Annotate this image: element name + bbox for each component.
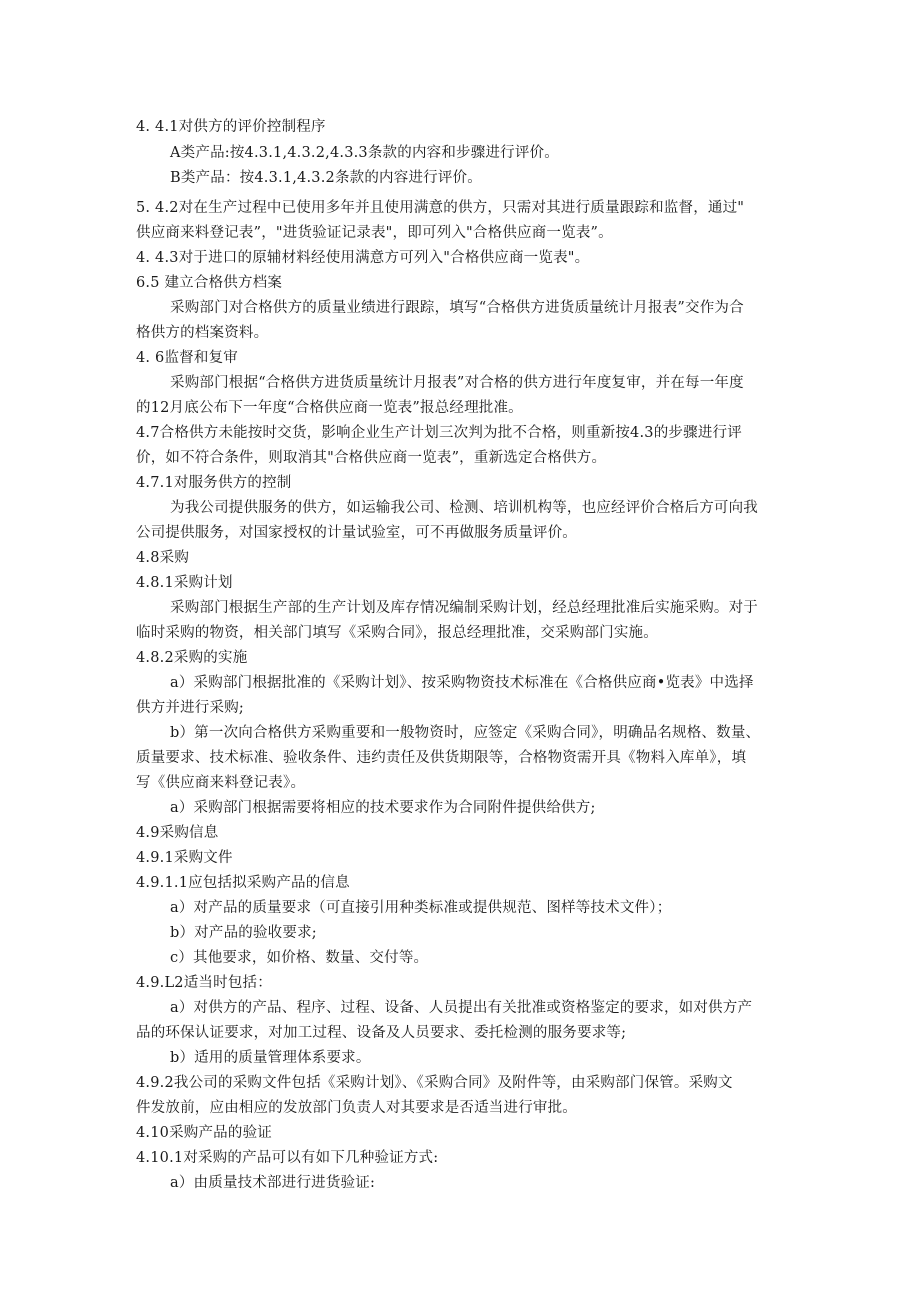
paragraph-line: 4.10.1对采购的产品可以有如下几种验证方式:	[136, 1150, 439, 1166]
paragraph-line: 4.9.2我公司的采购文件包括《采购计划》、《采购合同》及附件等，由采购部门保管。采购文	[136, 1075, 733, 1091]
paragraph-line: 的12月底公布下一年度“合格供应商一览表”报总经理批准。	[136, 400, 523, 416]
paragraph-line: a）对产品的质量要求（可直接引用种类标准或提供规范、图样等技术文件）；	[170, 900, 672, 916]
paragraph-line: 采购部门根据“合格供方进货质量统计月报表”对合格的供方进行年度复审，并在每一年度	[170, 375, 744, 391]
section-heading: 4. 6监督和复审	[136, 350, 238, 366]
paragraph-line: 公司提供服务，对国家授权的计量试验室，可不再做服务质量评价。	[136, 525, 577, 541]
paragraph-line: b）对产品的验收要求;	[170, 925, 317, 941]
section-heading: 4.8.1采购计划	[136, 575, 233, 591]
paragraph-line: 临时采购的物资，相关部门填写《采购合同》，报总经理批准，交采购部门实施。	[136, 625, 658, 641]
paragraph-line: a）对供方的产品、程序、过程、设备、人员提出有关批准或资格鉴定的要求，如对供方产	[170, 1000, 753, 1016]
paragraph-line: c）其他要求，如价格、数量、交付等。	[170, 950, 429, 966]
paragraph-line: 5. 4.2对在生产过程中已使用多年并且使用满意的供方，只需对其进行质量跟踪和监督，通过"	[136, 200, 745, 216]
section-heading: 6.5 建立合格供方档案	[136, 275, 283, 291]
section-heading: 4.9.L2适当时包括：	[136, 975, 272, 991]
paragraph-line: a）采购部门根据批准的《采购计划》、按采购物资技术标准在《合格供应商•览表》中选择	[170, 675, 754, 691]
paragraph-line: 为我公司提供服务的供方，如运输我公司、检测、培训机构等，也应经评价合格后方可向我	[170, 500, 758, 516]
paragraph-line: 供方并进行采购;	[136, 700, 244, 716]
paragraph-line: a）采购部门根据需要将相应的技术要求作为合同附件提供给供方;	[170, 800, 596, 816]
section-heading: 4.7.1对服务供方的控制	[136, 475, 292, 491]
paragraph-line: b）第一次向合格供方采购重要和一般物资时，应签定《采购合同》，明确品名规格、数量、	[170, 725, 761, 741]
section-heading: 4.9.1采购文件	[136, 850, 233, 866]
paragraph-line: 4.7合格供方未能按时交货，影响企业生产计划三次判为批不合格，则重新按4.3的步骤进行评	[136, 425, 742, 441]
paragraph-line: a）由质量技术部进行进货验证:	[170, 1175, 376, 1191]
paragraph-line: 供应商来料登记表”，"进货验证记录表"，即可列入"合格供应商一览表”。	[136, 225, 613, 241]
paragraph-line: 采购部门对合格供方的质量业绩进行跟踪，填写“合格供方进货质量统计月报表”交作为合	[170, 300, 744, 316]
paragraph-line: b）适用的质量管理体系要求。	[170, 1050, 371, 1066]
paragraph-line: 写《供应商来料登记表》。	[136, 775, 306, 791]
section-heading: 4.8.2采购的实施	[136, 650, 248, 666]
paragraph-line: 品的环保认证要求，对加工过程、设备及人员要求、委托检测的服务要求等;	[136, 1025, 627, 1041]
paragraph-line: 价，如不符合条件，则取消其"合格供应商一览表”，重新选定合格供方。	[136, 450, 607, 466]
section-heading: 4.8采购	[136, 550, 190, 566]
paragraph-line: 件发放前，应由相应的发放部门负责人对其要求是否适当进行审批。	[136, 1100, 577, 1116]
paragraph-line: 采购部门根据生产部的生产计划及库存情况编制采购计划，经总经理批准后实施采购。对于	[170, 600, 758, 616]
section-heading: 4.10采购产品的验证	[136, 1125, 272, 1141]
section-heading: 4.9.1.1应包括拟采购产品的信息	[136, 875, 350, 891]
paragraph-line: A类产品:按4.3.1,4.3.2,4.3.3条款的内容和步骤进行评价。	[170, 145, 559, 161]
paragraph-line: 4. 4.3对于进口的原辅材料经使用满意方可列入"合格供应商一览表"。	[136, 250, 590, 266]
paragraph-line: B类产品：按4.3.1,4.3.2条款的内容进行评价。	[170, 170, 482, 186]
section-heading: 4. 4.1对供方的评价控制程序	[136, 119, 326, 135]
section-heading: 4.9采购信息	[136, 825, 219, 841]
paragraph-line: 格供方的档案资料。	[136, 325, 269, 341]
paragraph-line: 质量要求、技术标准、验收条件、违约责任及供货期限等，合格物资需开具《物料入库单》，填	[136, 750, 747, 766]
